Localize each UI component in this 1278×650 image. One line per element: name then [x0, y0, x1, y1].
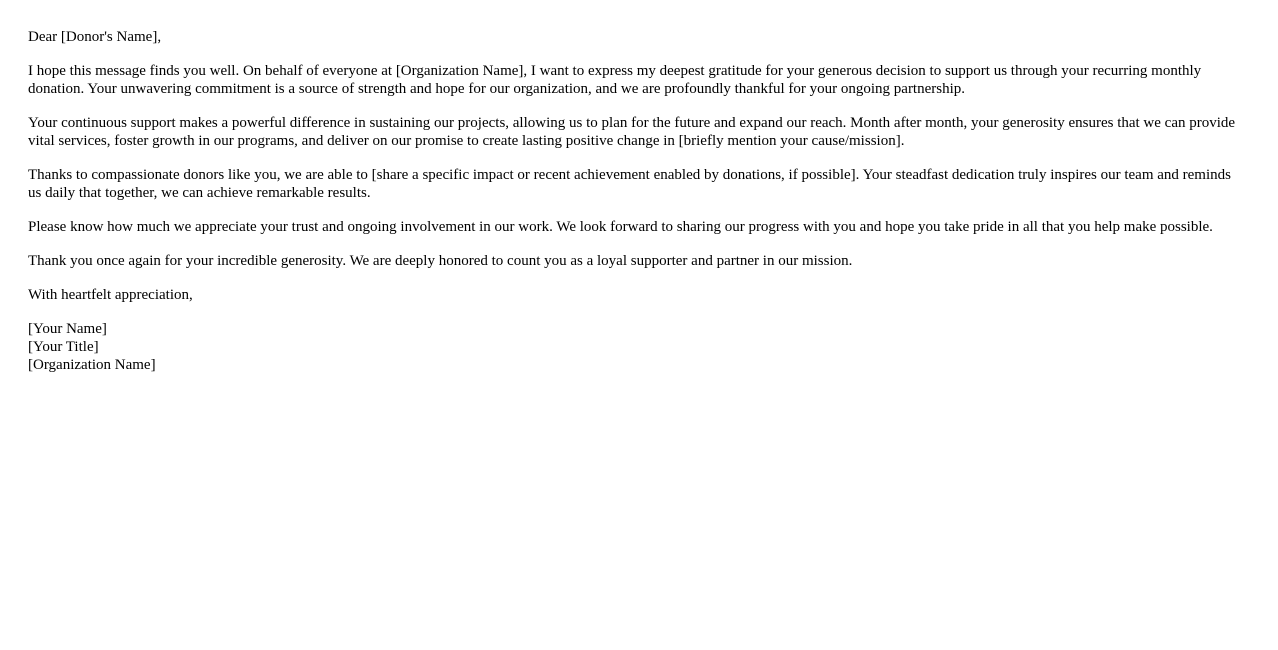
paragraph-3: Thanks to compassionate donors like you, we are able to [share a specific impact or recent achievement enabled by donations, if possible]. Your steadfast dedication truly inspires our team and reminds us daily that together, we can achieve remarkable results. — [28, 167, 1231, 201]
salutation: Dear [Donor's Name], — [28, 29, 162, 45]
signature-block — [28, 320, 1243, 374]
signature-organization: [Organization Name] — [28, 357, 156, 373]
signature-name: [Your Name] — [28, 321, 107, 337]
letter-body — [28, 28, 1243, 390]
paragraph-4: Please know how much we appreciate your trust and ongoing involvement in our work. We look forward to sharing our progress with you and hope you take pride in all that you help make possible. — [28, 219, 1213, 235]
closing: With heartfelt appreciation, — [28, 287, 193, 303]
paragraph-5: Thank you once again for your incredible generosity. We are deeply honored to count you as a loyal supporter and partner in our mission. — [28, 253, 853, 269]
signature-title: [Your Title] — [28, 339, 99, 355]
paragraph-2: Your continuous support makes a powerful difference in sustaining our projects, allowing us to plan for the future and expand our reach. Month after month, your generosity ensures that we can provide vital services, foster growth in our programs, and deliver on our promise to create lasting positive change in [briefly mention your cause/mission]. — [28, 115, 1236, 149]
paragraph-1: I hope this message finds you well. On behalf of everyone at [Organization Name], I want to express my deepest gratitude for your generous decision to support us through your recurring monthly donation. Your unwavering commitment is a source of strength and hope for our organization, and we are profoundly thankful for your ongoing partnership. — [28, 63, 1202, 97]
